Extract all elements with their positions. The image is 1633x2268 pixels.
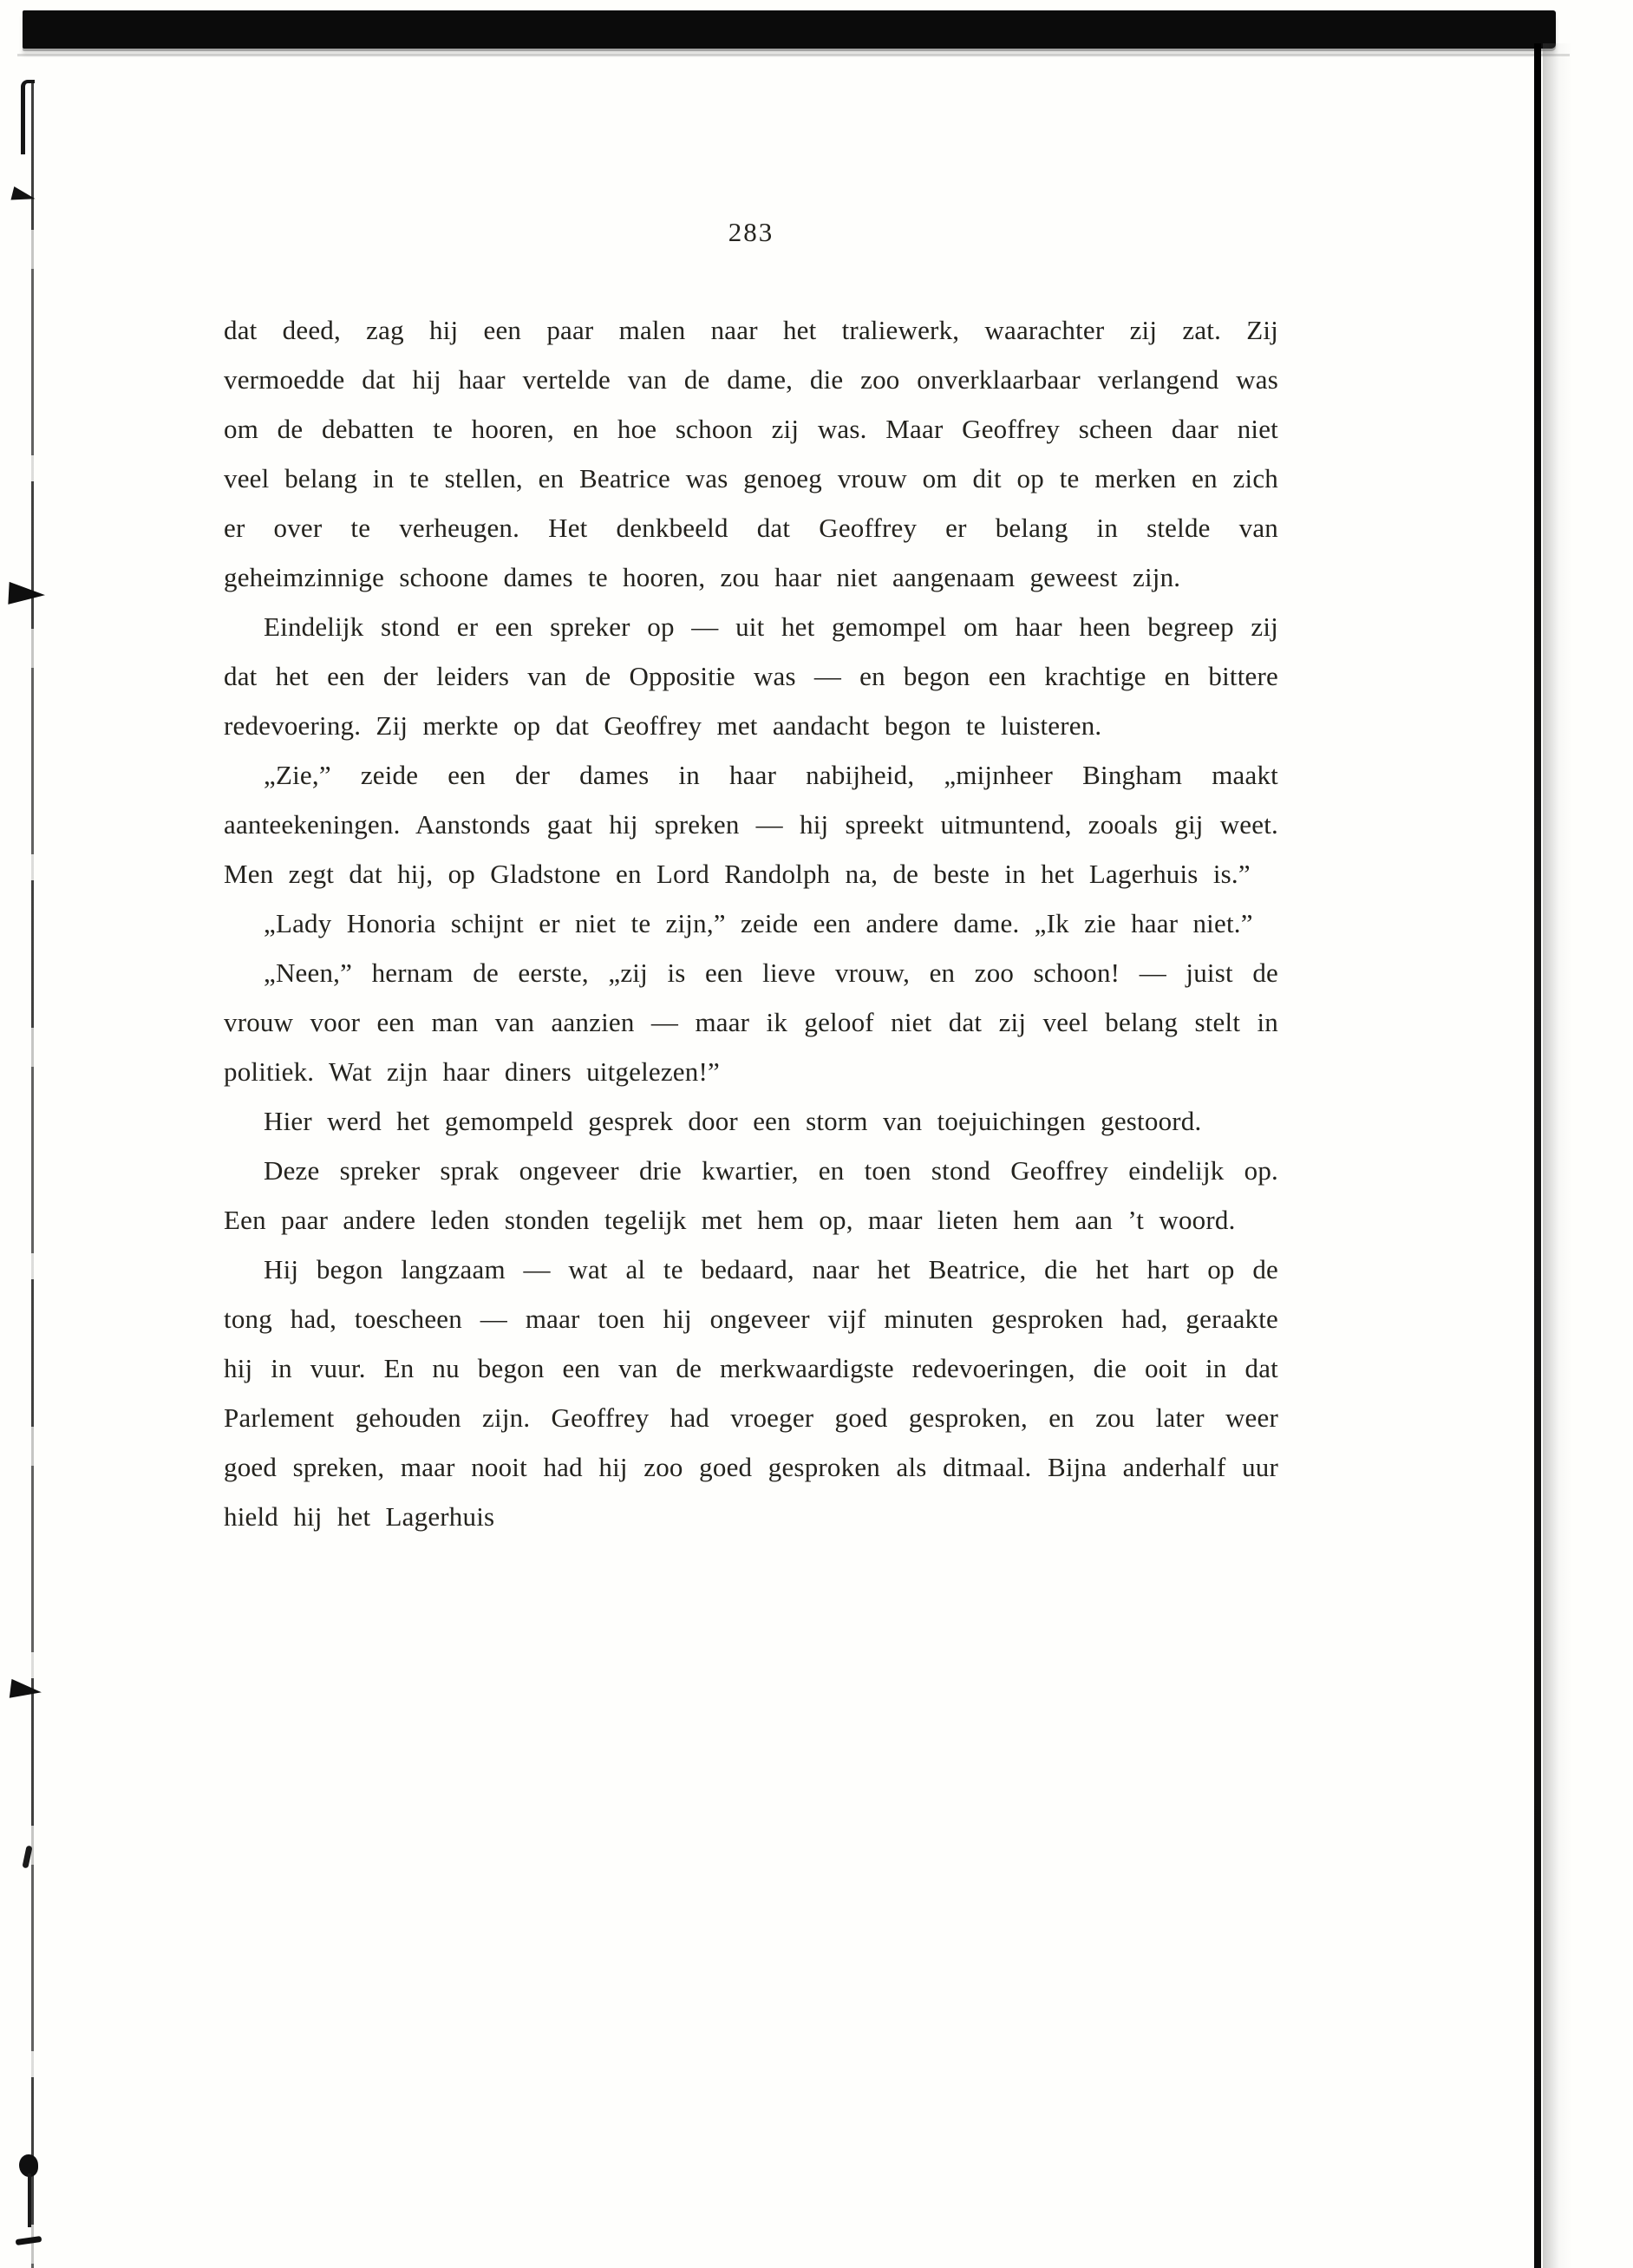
paragraph: Hij begon langzaam — wat al te bedaard, naar het Beatrice, die het hart op de tong had, toescheen — maar toen hij ongeveer vijf minuten gesproken had, geraakte hij in vuur. En nu begon een van de merkwaardigste redevoeringen, die ooit in dat Parlement gehouden zijn. Geoffrey had vroeger goed gesproken, en zou later weer goed spreken, maar nooit had hij zoo goed gesproken als ditmaal. Bijna anderhalf uur hield hij het Lagerhuis [224, 1254, 1278, 1532]
scan-artifact-smudge [28, 2173, 31, 2227]
scan-artifact-left-binding-line [31, 82, 34, 2268]
scan-artifact-top-shadow [17, 54, 1570, 56]
scan-artifact-right-edge-shadow [1543, 43, 1572, 2268]
text-column [224, 305, 1278, 1541]
page-number: 283 [728, 217, 774, 247]
paragraph: dat deed, zag hij een paar malen naar het traliewerk, waarachter zij zat. Zij vermoedde dat hij haar vertelde van de dame, die zoo onverklaarbaar verlangend was om de debatten te hooren, en hoe schoon zij was. Maar Geoffrey scheen daar niet veel belang in te stellen, en Beatrice was genoeg vrouw om dit op te merken en zich er over te verheugen. Het denkbeeld dat Geoffrey er belang in stelde van geheimzinnige schoone dames te hooren, zou haar niet aangenaam geweest zijn. [224, 315, 1278, 592]
scan-artifact-smudge [10, 1679, 42, 1702]
paragraph: Hier werd het gemompeld gesprek door een storm van toejuichingen gestoord. [264, 1106, 1202, 1136]
scan-artifact-right-edge-line [1534, 43, 1541, 2268]
paragraph: „Lady Honoria schijnt er niet te zijn,” zeide een andere dame. „Ik zie haar niet.” [264, 908, 1253, 938]
scan-artifact-smudge [8, 582, 45, 606]
scan-artifact-top-bar [23, 10, 1556, 49]
paragraph: „Zie,” zeide een der dames in haar nabijheid, „mijnheer Bingham maakt aanteekeningen. Aanstonds gaat hij spreken — hij spreekt uitmuntend, zooals gij weet. Men zegt dat hij, op Gladstone en Lord Randolph na, de beste in het Lagerhuis is.” [224, 760, 1278, 889]
scan-artifact-smudge [16, 2236, 42, 2245]
paragraph: Deze spreker sprak ongeveer drie kwartier, en toen stond Geoffrey eindelijk op. Een paar andere leden stonden tegelijk met hem op, maar lieten hem aan ’t woord. [224, 1155, 1278, 1235]
paragraph: „Neen,” hernam de eerste, „zij is een lieve vrouw, en zoo schoon! — juist de vrouw voor een man van aanzien — maar ik geloof niet dat zij veel belang stelt in politiek. Wat zijn haar diners uitgelezen!” [224, 958, 1278, 1087]
scan-artifact-left-hook [21, 80, 35, 154]
paragraph: Eindelijk stond er een spreker op — uit het gemompel om haar heen begreep zij dat het een der leiders van de Oppositie was — en begon een krachtige en bittere redevoering. Zij merkte op dat Geoffrey met aandacht begon te luisteren. [224, 611, 1278, 741]
